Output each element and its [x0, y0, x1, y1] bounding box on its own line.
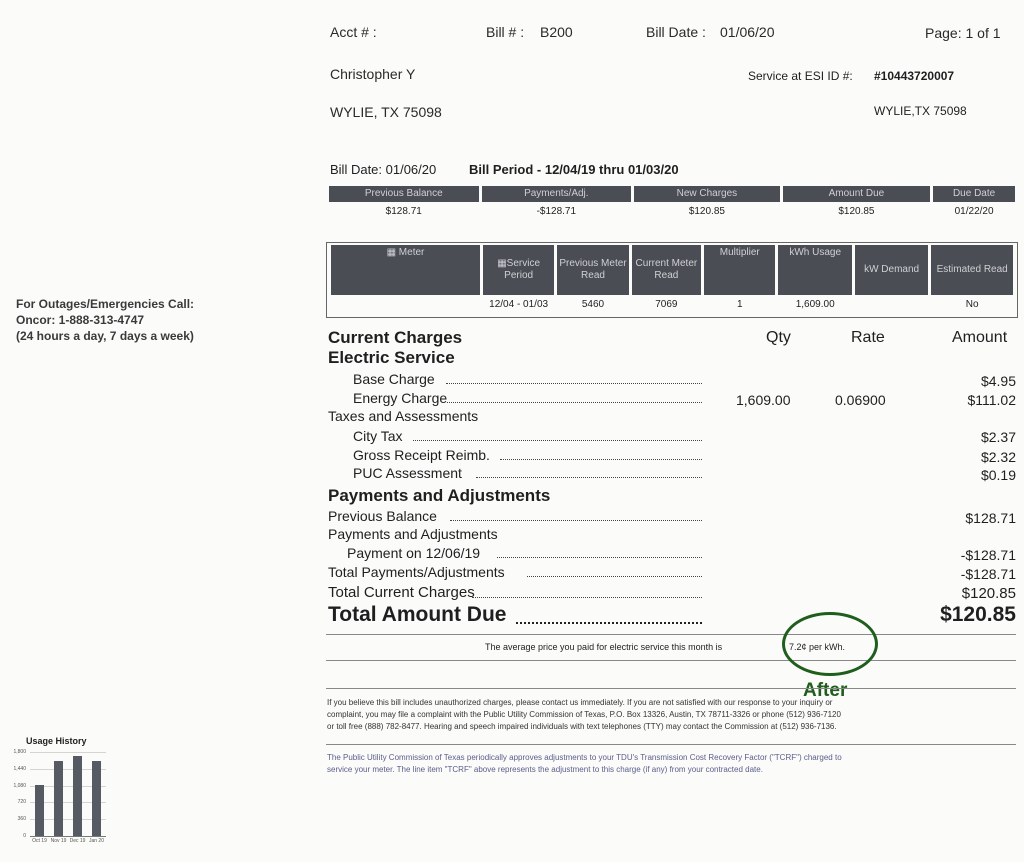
base-charge-label: Base Charge [353, 371, 435, 387]
gross-receipt-label: Gross Receipt Reimb. [353, 447, 490, 463]
usage-bar [54, 761, 63, 836]
outage-info [16, 296, 194, 344]
service-city: WYLIE,TX 75098 [874, 104, 967, 118]
meter-value [855, 297, 928, 312]
meter-header: kW Demand [855, 245, 928, 295]
gridline [30, 752, 106, 753]
gross-receipt-amount: $2.32 [980, 449, 1016, 465]
energy-charge-label: Energy Charge [353, 390, 448, 406]
previous-balance-amount: $128.71 [965, 510, 1016, 526]
meter-icon: ▦ [386, 247, 399, 258]
electric-service-heading: Electric Service [328, 348, 455, 367]
meter-value [331, 297, 480, 312]
meter-header: Previous Meter Read [557, 245, 628, 295]
divider [326, 744, 1016, 745]
taxes-heading: Taxes and Assessments [328, 408, 479, 424]
average-price-text: The average price you paid for electric service this month is [485, 642, 723, 652]
disclaimer-line: service your meter. The line item "TCRF" above represents the adjustment to this charge (if any) from your contracted date. [327, 765, 763, 774]
average-price-value: 7.2¢ per kWh. [789, 642, 846, 652]
leader-dots [472, 597, 702, 598]
x-tick-label: Oct 19 [32, 838, 47, 844]
summary-value: -$128.71 [536, 206, 577, 217]
disclaimer-line: complaint, you may file a complaint with the Public Utility Commission of Texas, P.O. Box 13326, Austin, TX 78711-3326 or phone (512) 936-7120 [327, 710, 841, 719]
previous-balance-label: Previous Balance [328, 508, 437, 524]
base-charge-amount: $4.95 [980, 373, 1016, 389]
summary-header: Amount Due [783, 186, 931, 202]
outage-phone: Oncor: 1-888-313-4747 [16, 313, 145, 327]
amount-column-header: Amount [952, 329, 1008, 346]
puc-label: PUC Assessment [353, 465, 462, 481]
disclaimer-line: The Public Utility Commission of Texas periodically approves adjustments to your TDU's Transmission Cost Recovery Factor ("TCRF") charged to [327, 753, 842, 762]
meter-header [483, 245, 554, 295]
bill-number: B200 [540, 24, 573, 40]
y-tick-label: 0 [23, 833, 26, 839]
summary-value-row [329, 204, 1015, 219]
disclaimer-line: If you believe this bill includes unauthorized charges, please contact us immediately. If you are not satisfied with our response to your inquiry or [327, 698, 833, 707]
rate-column-header: Rate [851, 329, 885, 346]
leader-dots [476, 477, 702, 478]
summary-table [326, 184, 1018, 221]
summary-header: Previous Balance [329, 186, 479, 202]
meter-header: Multiplier [704, 245, 775, 295]
y-tick-label: 1,800 [13, 749, 26, 755]
service-esi-id: #10443720007 [874, 69, 955, 83]
leader-dots [446, 383, 702, 384]
total-payments-label: Total Payments/Adjustments [328, 564, 505, 580]
summary-header-row [329, 186, 1015, 202]
meter-value: 1,609.00 [795, 299, 835, 310]
current-charges-title: Current Charges [328, 328, 463, 347]
total-current-amount: $120.85 [961, 585, 1016, 602]
total-amount-due-value: $120.85 [940, 603, 1016, 626]
bill-period-date: Bill Date: 01/06/20 [330, 162, 437, 177]
x-tick-label: Dec 19 [69, 838, 86, 844]
annotation-circle [782, 612, 878, 676]
meter-header-label: Meter [398, 247, 425, 258]
x-axis [30, 836, 106, 837]
meter-header: kWh Usage [778, 245, 851, 295]
meter-value: 7069 [655, 299, 678, 310]
leader-dots [516, 622, 702, 624]
divider [326, 688, 1016, 689]
meter-value: 5460 [581, 299, 605, 310]
chart-title: Usage History [26, 736, 87, 746]
bill-date-label: Bill Date : [646, 24, 706, 40]
meter-header [331, 245, 480, 295]
leader-dots [450, 520, 702, 521]
divider [326, 634, 1016, 635]
summary-value: $128.71 [385, 206, 422, 217]
payment-line-amount: -$128.71 [960, 547, 1016, 563]
qty-column-header: Qty [766, 329, 791, 346]
summary-value: $120.85 [688, 206, 725, 217]
bill-date: 01/06/20 [720, 24, 775, 40]
meter-header-label: Service Period [504, 258, 541, 281]
summary-header: Due Date [933, 186, 1015, 202]
leader-dots [447, 402, 702, 403]
usage-history-chart [4, 736, 114, 858]
customer-name: Christopher Y [330, 66, 416, 82]
usage-bar [73, 756, 82, 836]
meter-header: Current Meter Read [632, 245, 701, 295]
leader-dots [527, 576, 702, 577]
summary-value: 01/22/20 [954, 206, 994, 217]
account-number-label: Acct # : [330, 24, 377, 40]
tcrf-disclaimer [327, 752, 842, 776]
calendar-icon: ▦ [497, 258, 507, 269]
x-tick-label: Nov 19 [50, 838, 67, 844]
energy-charge-amount: $111.02 [967, 392, 1016, 408]
total-current-label: Total Current Charges [328, 584, 475, 601]
meter-table [328, 243, 1016, 314]
divider [326, 660, 1016, 661]
energy-rate: 0.06900 [835, 392, 886, 408]
chart-plot-area [4, 748, 114, 858]
usage-bar [35, 785, 44, 836]
puc-amount: $0.19 [980, 467, 1016, 483]
meter-value-row [331, 297, 1013, 312]
energy-qty: 1,609.00 [736, 392, 791, 408]
complaint-disclaimer [327, 697, 841, 733]
annotation-label: After [803, 680, 848, 701]
summary-value: $120.85 [838, 206, 875, 217]
leader-dots [413, 440, 702, 441]
city-tax-amount: $2.37 [980, 429, 1016, 445]
outage-hours: (24 hours a day, 7 days a week) [16, 329, 194, 343]
service-esi-label: Service at ESI ID #: [748, 69, 853, 83]
x-tick-label: Jan 20 [88, 838, 104, 844]
disclaimer-line: or toll free (888) 782-8477. Hearing and speech impaired individuals with text telephones (TTY) may contact the Commission at (512) 936-7136. [327, 722, 837, 731]
leader-dots [497, 557, 702, 558]
y-tick-label: 1,440 [13, 765, 26, 772]
meter-value: No [965, 299, 979, 310]
payments-subheading: Payments and Adjustments [328, 526, 498, 542]
total-payments-amount: -$128.71 [960, 566, 1016, 582]
summary-header: Payments/Adj. [482, 186, 632, 202]
leader-dots [500, 459, 702, 460]
meter-header-row [331, 245, 1013, 295]
bill-number-label: Bill # : [486, 24, 525, 40]
y-tick-label: 1,080 [13, 782, 26, 789]
payments-adjustments-heading: Payments and Adjustments [328, 486, 551, 505]
meter-header: Estimated Read [931, 245, 1013, 295]
city-tax-label: City Tax [353, 428, 403, 444]
customer-city: WYLIE, TX 75098 [330, 104, 442, 120]
y-tick-label: 720 [17, 799, 26, 806]
payment-line-label: Payment on 12/06/19 [347, 545, 481, 561]
meter-value: 12/04 - 01/03 [489, 299, 549, 310]
bill-period-range: Bill Period - 12/04/19 thru 01/03/20 [469, 162, 679, 177]
meter-value: 1 [736, 299, 743, 310]
summary-header: New Charges [634, 186, 780, 202]
usage-bar [92, 761, 101, 836]
y-tick-label: 360 [17, 816, 26, 823]
outage-line: For Outages/Emergencies Call: [16, 297, 195, 311]
total-amount-due-label: Total Amount Due [328, 603, 507, 626]
page-indicator: Page: 1 of 1 [925, 25, 1001, 41]
